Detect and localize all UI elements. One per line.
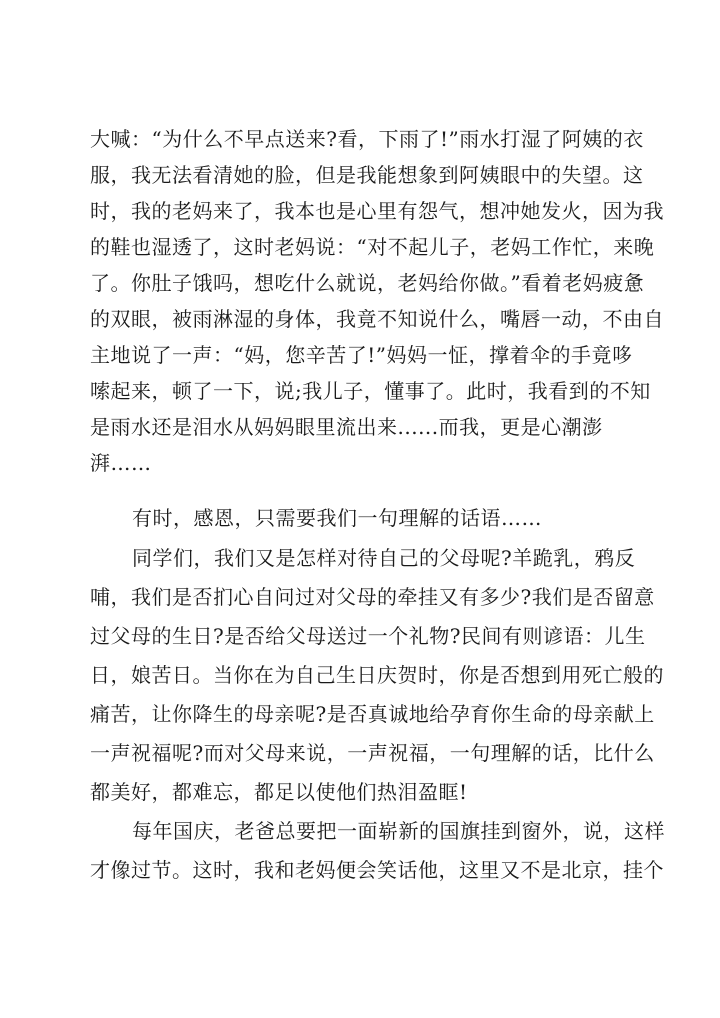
- paragraph-3-line-1: 同学们，我们又是怎样对待自己的父母呢?羊跪乳，鸦反: [132, 546, 636, 570]
- paragraph-3-line-2: 哺，我们是否扪心自问过对父母的牵挂又有多少?我们是否留意: [90, 585, 655, 609]
- paragraph-3-line-5: 痛苦，让你降生的母亲呢?是否真诚地给孕育你生命的母亲献上: [90, 702, 655, 726]
- paragraph-1-line-2: 服，我无法看清她的脸，但是我能想象到阿姨眼中的失望。这: [90, 163, 644, 187]
- paragraph-3-line-4: 日，娘苦日。当你在为自己生日庆贺时，你是否想到用死亡般的: [90, 663, 664, 687]
- paragraph-3-line-3: 过父母的生日?是否给父母送过一个礼物?民间有则谚语：儿生: [90, 624, 646, 648]
- paragraph-1-line-4: 的鞋也湿透了，这时老妈说：“对不起儿子，老妈工作忙，来晚: [90, 235, 655, 259]
- paragraph-1-line-1: 大喊：“为什么不早点送来?看，下雨了!”雨水打湿了阿姨的衣: [90, 127, 644, 151]
- paragraph-1-line-7: 主地说了一声：“妈，您辛苦了!”妈妈一怔，撑着伞的手竟哆: [90, 343, 633, 367]
- paragraph-1-line-5: 了。你肚子饿吗，想吃什么就说，老妈给你做。”看着老妈疲惫: [90, 271, 645, 295]
- paragraph-1-line-3: 时，我的老妈来了，我本也是心里有怨气，想冲她发火，因为我: [90, 199, 664, 223]
- paragraph-3-line-7: 都美好，都难忘，都足以使他们热泪盈眶!: [90, 780, 468, 804]
- paragraph-4-line-1: 每年国庆，老爸总要把一面崭新的国旗挂到窗外，说，这样: [132, 819, 665, 843]
- paragraph-4-line-2: 才像过节。这时，我和老妈便会笑话他，这里又不是北京，挂个: [90, 858, 664, 882]
- paragraph-1-line-9: 是雨水还是泪水从妈妈眼里流出来......而我，更是心潮澎: [90, 415, 603, 439]
- paragraph-1-line-10: 湃……: [90, 451, 152, 475]
- paragraph-1-line-6: 的双眼，被雨淋湿的身体，我竟不知说什么，嘴唇一动，不由自: [90, 307, 664, 331]
- paragraph-1-line-8: 嗦起来，顿了一下，说;我儿子，懂事了。此时，我看到的不知: [90, 379, 651, 403]
- paragraph-3-line-6: 一声祝福呢?而对父母来说，一声祝福，一句理解的话，比什么: [90, 741, 655, 765]
- paragraph-2-line-1: 有时，感恩，只需要我们一句理解的话语……: [132, 506, 542, 530]
